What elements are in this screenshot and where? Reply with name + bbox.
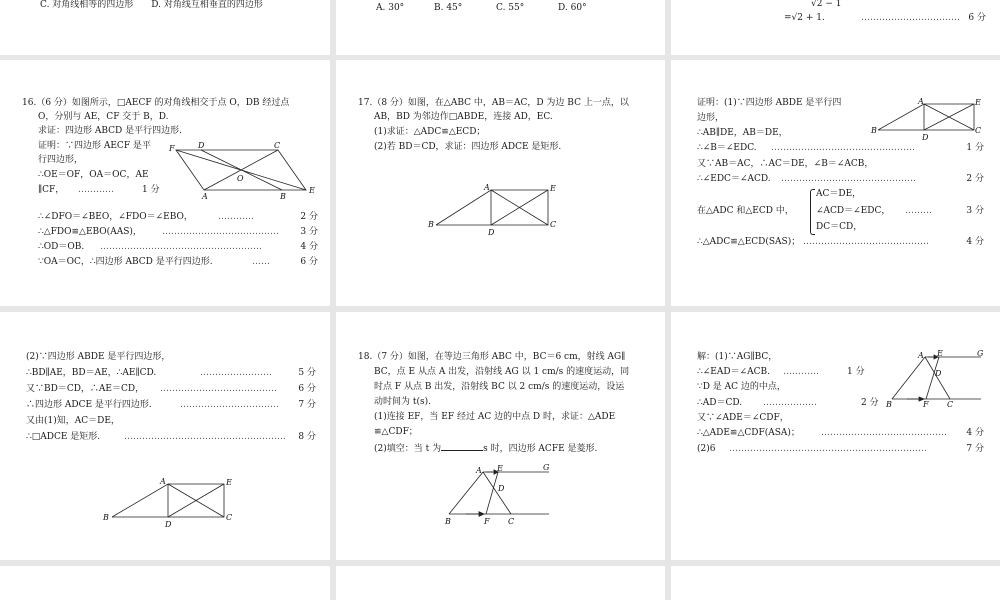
answer-step: ∴AD＝CD.: [697, 398, 743, 408]
answer-step: ∴△ADC≌△ECD(SAS)；: [697, 237, 801, 247]
points: 6 分: [300, 257, 318, 267]
label-O: O: [237, 174, 244, 183]
answer-step: ∵D 是 AC 边的中点，: [697, 382, 786, 392]
answer-step: 又∵∠ADE＝∠CDF，: [697, 413, 789, 423]
q16-step: ∴∠DFO＝∠BEO，∠FDO＝∠EBO，: [38, 212, 193, 222]
label-B: B: [103, 513, 109, 522]
points: 4 分: [966, 428, 984, 438]
q18-line: 时点 F 从点 B 出发，沿射线 BC 以 2 cm/s 的速度运动，设运: [374, 382, 625, 392]
choice-d: D. 60°: [558, 3, 587, 13]
label-E: E: [550, 184, 556, 193]
label-D: D: [488, 228, 495, 237]
dotted-leader: ……………………: [200, 368, 272, 378]
points: 6 分: [968, 13, 986, 23]
fill-suffix: s 时，四边形 ACFE 是菱形.: [483, 444, 598, 454]
dotted-leader: ……………………………: [180, 400, 279, 410]
q18-figure: [336, 312, 665, 560]
label-E: E: [309, 186, 315, 195]
q16-proof-line: 证明：∵四边形 AECF 是平: [38, 141, 151, 151]
q17-figure: [336, 60, 665, 306]
q16-proof-line: ∥CF，: [38, 185, 65, 195]
dotted-leader: ……………………………………: [803, 237, 929, 247]
answer-17-figure: [671, 60, 1000, 306]
choice-line: C. 对角线相等的四边形 D. 对角线互相垂直的四边形: [40, 0, 263, 10]
label-C: C: [508, 517, 515, 526]
label-B: B: [871, 126, 877, 135]
label-B: B: [445, 517, 451, 526]
label-E: E: [497, 464, 503, 473]
answer-step: 解：(1)∵AG∥BC，: [697, 352, 778, 362]
q16-step: ∴△FDO≌△EBO(AAS)，: [38, 227, 142, 237]
q16-proof-line: ∴OE＝OF，OA＝OC，AE: [38, 170, 149, 180]
answer-step: ∴四边形 ADCE 是平行四边形.: [26, 400, 152, 410]
label-B: B: [886, 400, 892, 409]
card-bottom-left: [0, 566, 330, 600]
label-A: A: [202, 192, 208, 201]
label-C: C: [226, 513, 233, 522]
points: 7 分: [298, 400, 316, 410]
dotted-leader: ……………………………………: [821, 428, 947, 438]
dotted-leader: …………………………………………: [771, 143, 915, 153]
system-line: DC＝CD，: [816, 222, 863, 232]
fraction-denominator: √2 − 1: [811, 0, 842, 9]
label-G: G: [977, 349, 984, 358]
q17-line: (1)求证：△ADC≌△ECD；: [374, 127, 486, 137]
points: 6 分: [298, 384, 316, 394]
dotted-leader: …………………………………………………………: [729, 444, 927, 454]
card-question-17: [336, 60, 665, 306]
answer-step: 又∵AB＝AC，∴AC＝DE，∠B＝∠ACB，: [697, 159, 874, 169]
answer-17-part2-figure: [0, 312, 330, 560]
system-line: AC＝DE，: [816, 189, 862, 199]
system-line: ∠ACD＝∠EDC，: [816, 206, 891, 216]
points: 4 分: [966, 237, 984, 247]
label-D: D: [935, 369, 942, 378]
points: 1 分: [142, 185, 160, 195]
label-A: A: [484, 183, 490, 192]
card-bottom-right: [671, 566, 1000, 600]
q17-line: 17.（8 分）如图，在△ABC 中，AB＝AC，D 为边 BC 上一点，以: [358, 98, 629, 108]
q16-line: O，分别与 AE，CF 交于 B，D.: [38, 112, 169, 122]
result-line: =√2 + 1.: [784, 13, 825, 23]
system-prefix: 在△ADC 和△ECD 中，: [697, 206, 794, 216]
label-B: B: [428, 220, 434, 229]
answer-step: ∴BD∥AE，BD＝AE，∴AE∥CD.: [26, 368, 157, 378]
label-A: A: [918, 351, 924, 360]
q16-figure: [0, 60, 330, 306]
q17-line: AB，BD 为邻边作□ABDE，连接 AD，EC.: [374, 112, 553, 122]
label-D: D: [198, 141, 205, 150]
dotted-leader: …………: [783, 367, 819, 377]
points: 2 分: [966, 174, 984, 184]
dotted-leader: ………………………………………: [781, 174, 916, 184]
label-C: C: [975, 126, 982, 135]
points: 3 分: [966, 206, 984, 216]
card-answer-17-part2: [0, 312, 330, 560]
answer-step: 又∵BD＝CD，∴AE＝CD，: [26, 384, 145, 394]
q16-proof-line: 行四边形，: [38, 155, 84, 165]
answer-step: (2)6: [697, 444, 716, 454]
answer-step: ∴△ADE≌△CDF(ASA)；: [697, 428, 800, 438]
q16-line: 求证：四边形 ABCD 是平行四边形.: [38, 126, 182, 136]
card-top-left: [0, 0, 330, 55]
label-F: F: [169, 144, 175, 153]
label-E: E: [937, 349, 943, 358]
dotted-leader: ………………………………………………: [100, 242, 262, 252]
card-top-middle: [336, 0, 665, 55]
answer-step: ∴∠B＝∠EDC.: [697, 143, 757, 153]
card-top-right: [671, 0, 1000, 55]
fill-prefix: (2)填空：当 t 为: [374, 444, 442, 454]
answer-18-figure: [671, 312, 1000, 560]
dotted-leader: …………………………………: [160, 384, 277, 394]
label-G: G: [543, 463, 550, 472]
label-E: E: [226, 478, 232, 487]
q16-step: ∴OD＝OB.: [38, 242, 85, 252]
points: 1 分: [847, 367, 865, 377]
card-question-18: [336, 312, 665, 560]
label-D: D: [165, 520, 172, 529]
label-B: B: [280, 192, 286, 201]
card-answer-18: [671, 312, 1000, 560]
answer-step: (2)∵四边形 ABDE 是平行四边形，: [26, 352, 171, 362]
answer-step: ∴∠EDC＝∠ACD.: [697, 174, 771, 184]
card-bottom-middle: [336, 566, 665, 600]
dotted-leader: ……………………………: [861, 13, 960, 23]
choice-a: A. 30°: [376, 3, 405, 13]
dotted-leader: …………………………………: [162, 227, 279, 237]
dotted-leader: ………………: [763, 398, 817, 408]
label-D: D: [922, 133, 929, 142]
q18-line: (1)连接 EF，当 EF 经过 AC 边的中点 D 时，求证：△ADE: [374, 412, 616, 422]
label-A: A: [476, 466, 482, 475]
points: 1 分: [966, 143, 984, 153]
points: 2 分: [861, 398, 879, 408]
q16-step: ∵OA＝OC，∴四边形 ABCD 是平行四边形.: [38, 257, 213, 267]
answer-step: 又由(1)知，AC＝DE，: [26, 416, 120, 426]
dotted-leader: ……: [252, 257, 270, 267]
label-F: F: [923, 400, 929, 409]
choice-b: B. 45°: [434, 3, 463, 13]
label-D: D: [498, 484, 505, 493]
label-C: C: [274, 141, 281, 150]
q17-line: (2)若 BD＝CD，求证：四边形 ADCE 是矩形.: [374, 142, 562, 152]
q18-line: BC，点 E 从点 A 出发，沿射线 AG 以 1 cm/s 的速度运动，同: [374, 367, 630, 377]
dotted-leader: ………: [905, 206, 932, 216]
dotted-leader: ………………………………………………: [124, 432, 286, 442]
answer-step: ∴AB∥DE，AB＝DE，: [697, 128, 788, 138]
points: 8 分: [298, 432, 316, 442]
dotted-leader: …………: [78, 185, 114, 195]
card-answer-17-part1: [671, 60, 1000, 306]
q18-line: ≌△CDF；: [374, 427, 418, 437]
label-E: E: [975, 98, 981, 107]
answer-step: ∴∠EAD＝∠ACB.: [697, 367, 770, 377]
q16-line: 16.（6 分）如图所示，□AECF 的对角线相交于点 O，DB 经过点: [22, 98, 290, 108]
points: 5 分: [298, 368, 316, 378]
points: 7 分: [966, 444, 984, 454]
q18-line: 动时间为 t(s).: [374, 397, 431, 407]
label-A: A: [160, 477, 166, 486]
dotted-leader: …………: [218, 212, 254, 222]
answer-step: ∴□ADCE 是矩形.: [26, 432, 101, 442]
label-C: C: [550, 220, 557, 229]
answer-line: 边形，: [697, 113, 725, 123]
q18-line: 18.（7 分）如图，在等边三角形 ABC 中，BC＝6 cm，射线 AG∥: [358, 352, 626, 362]
points: 2 分: [300, 212, 318, 222]
choice-c: C. 55°: [496, 3, 525, 13]
answer-line: 证明：(1)∵四边形 ABDE 是平行四: [697, 98, 842, 108]
label-A: A: [918, 97, 924, 106]
label-F: F: [484, 517, 490, 526]
points: 4 分: [300, 242, 318, 252]
label-C: C: [947, 400, 954, 409]
points: 3 分: [300, 227, 318, 237]
card-question-16: [0, 60, 330, 306]
